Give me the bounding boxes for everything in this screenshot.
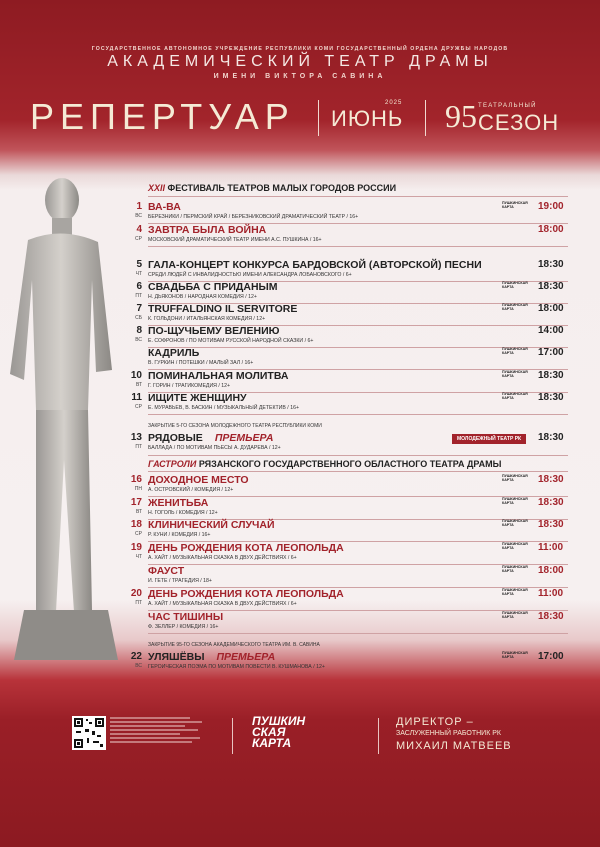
event-date: 7 — [136, 303, 142, 314]
pushkin-card-mark: ПУШКИНСКАЯ КАРТА — [502, 347, 528, 355]
season-small: ТЕАТРАЛЬНЫЙ — [478, 103, 537, 109]
event-title: ЗАВТРА БЫЛА ВОЙНА — [148, 224, 267, 236]
event-date: 20 — [130, 588, 142, 599]
event-sub: БЕРЕЗНИКИ / ПЕРМСКИЙ КРАЙ / БЕРЕЗНИКОВСКИЙ ДРАМАТИЧЕСКИЙ ТЕАТР / 16+ — [148, 214, 359, 220]
event-sub: В. ГУРКИН / ПОТЕШКИ / МАЛЫЙ ЗАЛ / 16+ — [148, 360, 254, 366]
event-date: 11 — [131, 392, 142, 403]
event-sub: Г. ГОРИН / ТРАГИКОМЕДИЯ / 12+ — [148, 383, 231, 389]
pk-line2: СКАЯ — [252, 725, 286, 739]
divider — [148, 414, 568, 415]
tour-heading — [148, 459, 501, 469]
event-time: 18:00 — [538, 303, 564, 314]
youth-weekday: ПТ — [135, 444, 142, 450]
closing-time: 17:00 — [538, 651, 564, 662]
tour-prefix: ГАСТРОЛИ — [148, 459, 197, 469]
event-sub: А. ОСТРОВСКИЙ / КОМЕДИЯ / 12+ — [148, 487, 234, 493]
premiere-label: ПРЕМЬЕРА — [214, 432, 274, 444]
closing-title-text: УЛЯШЁВЫ — [148, 651, 205, 663]
youth-date: 13 — [130, 432, 142, 443]
closing-sub: ГЕРОИЧЕСКАЯ ПОЭМА ПО МОТИВАМ ПОВЕСТИ В. КУШМАНОВА / 12+ — [148, 664, 325, 670]
pushkin-card-mark: ПУШКИНСКАЯ КАРТА — [502, 281, 528, 289]
tour-title: РЯЗАНСКОГО ГОСУДАРСТВЕННОГО ОБЛАСТНОГО ТЕАТРА ДРАМЫ — [198, 459, 502, 469]
pushkin-card-mark: ПУШКИНСКАЯ КАРТА — [502, 542, 528, 550]
closing-date: 22 — [130, 651, 142, 662]
pushkin-card-mark: ПУШКИНСКАЯ КАРТА — [502, 392, 528, 400]
event-title: ГАЛА-КОНЦЕРТ КОНКУРСА БАРДОВСКОЙ (АВТОРСКОЙ) ПЕСНИ — [148, 259, 482, 271]
closing-note: ЗАКРЫТИЕ 95-ГО СЕЗОНА АКАДЕМИЧЕСКОГО ТЕАТРА ИМ. В. САВИНА — [148, 642, 320, 648]
pushkin-card-mark: ПУШКИНСКАЯ КАРТА — [502, 497, 528, 505]
festival-heading — [148, 183, 396, 193]
event-title: ИЩИТЕ ЖЕНЩИНУ — [148, 392, 247, 404]
youth-title — [148, 432, 273, 444]
event-time: 18:30 — [538, 611, 564, 622]
header-divider — [318, 100, 319, 136]
event-weekday: СР — [135, 236, 142, 242]
named-after: ИМЕНИ ВИКТОРА САВИНА — [213, 73, 387, 80]
pushkin-card-mark: ПУШКИНСКАЯ КАРТА — [502, 611, 528, 619]
youth-sub: БАЛЛАДА / ПО МОТИВАМ ПЬЕСЫ А. ДУДАРЕВА / 12+ — [148, 445, 281, 451]
event-date: 8 — [136, 325, 142, 336]
event-title: ЧАС ТИШИНЫ — [148, 611, 224, 623]
divider — [148, 196, 568, 197]
event-date: 4 — [136, 224, 142, 235]
event-sub: А. ХАЙТ / МУЗЫКАЛЬНАЯ СКАЗКА В ДВУХ ДЕЙСТВИЯХ / 6+ — [148, 555, 297, 561]
event-weekday: ПТ — [135, 600, 142, 606]
header-top-line: ГОСУДАРСТВЕННОЕ АВТОНОМНОЕ УЧРЕЖДЕНИЕ РЕСПУБЛИКИ КОМИ ГОСУДАРСТВЕННЫЙ ОРДЕНА ДРУЖБЫ НАРОДОВ — [91, 46, 509, 52]
theatre-name: АКАДЕМИЧЕСКИЙ ТЕАТР ДРАМЫ — [107, 53, 493, 70]
season-number: 95 — [445, 98, 477, 134]
event-sub: Р. КУНИ / КОМЕДИЯ / 16+ — [148, 532, 211, 538]
closing-title — [148, 651, 275, 663]
event-sub: СРЕДИ ЛЮДЕЙ С ИНВАЛИДНОСТЬЮ ИМЕНИ АЛЕКСАНДРА ЛОБАНОВСКОГО / 6+ — [148, 272, 352, 278]
event-time: 18:30 — [538, 519, 564, 530]
youth-badge: МОЛОДЕЖНЫЙ ТЕАТР РК — [452, 434, 526, 444]
event-weekday: ЧТ — [135, 554, 142, 560]
event-weekday: ЧТ — [135, 271, 142, 277]
event-title: КЛИНИЧЕСКИЙ СЛУЧАЙ — [148, 519, 275, 531]
event-title: ДОХОДНОЕ МЕСТО — [148, 474, 249, 486]
event-date: 10 — [130, 370, 142, 381]
event-title: ЖЕНИТЬБА — [148, 497, 209, 509]
event-time: 18:00 — [538, 224, 564, 235]
director-sub: ЗАСЛУЖЕННЫЙ РАБОТНИК РК — [396, 730, 501, 737]
event-title: TRUFFALDINO IL SERVITORE — [148, 303, 298, 315]
pk-line1: ПУШКИН — [252, 714, 306, 728]
youth-note: ЗАКРЫТИЕ 5-ГО СЕЗОНА МОЛОДЕЖНОГО ТЕАТРА РЕСПУБЛИКИ КОМИ — [148, 423, 322, 429]
event-time: 18:30 — [538, 474, 564, 485]
footer-divider — [378, 718, 379, 754]
festival-prefix: XXII — [148, 183, 166, 193]
event-time: 18:30 — [538, 281, 564, 292]
pushkin-card-logo — [252, 716, 305, 749]
event-title: КАДРИЛЬ — [148, 347, 200, 359]
youth-title-text: РЯДОВЫЕ — [148, 432, 203, 444]
pushkin-card-mark: ПУШКИНСКАЯ КАРТА — [502, 474, 528, 482]
event-sub: Е. СОФРОНОВ / ПО МОТИВАМ РУССКОЙ НАРОДНОЙ СКАЗКИ / 6+ — [148, 338, 314, 344]
pushkin-card-mark: ПУШКИНСКАЯ КАРТА — [502, 588, 528, 596]
contact-info — [110, 716, 220, 745]
event-weekday: ВТ — [135, 509, 142, 515]
event-weekday: ВТ — [135, 382, 142, 388]
director-title: ДИРЕКТОР – — [396, 716, 474, 728]
event-time: 19:00 — [538, 201, 564, 212]
pushkin-card-mark: ПУШКИНСКАЯ КАРТА — [502, 201, 528, 209]
event-time: 17:00 — [538, 347, 564, 358]
divider — [148, 455, 568, 456]
event-date: 1 — [136, 201, 142, 212]
event-title: ДЕНЬ РОЖДЕНИЯ КОТА ЛЕОПОЛЬДА — [148, 542, 344, 554]
event-date: 16 — [130, 474, 142, 485]
event-title: ФАУСТ — [148, 565, 185, 577]
event-time: 11:00 — [538, 542, 564, 553]
season-word: СЕЗОН — [478, 110, 560, 135]
event-time: 14:00 — [538, 325, 564, 336]
footer-divider — [232, 718, 233, 754]
event-sub: Н. ГОГОЛЬ / КОМЕДИЯ / 12+ — [148, 510, 218, 516]
month: ИЮНЬ — [331, 106, 404, 131]
closing-weekday: ВС — [135, 663, 142, 669]
event-sub: Е. МУРАВЬЕВ, В. БАСКИН / МУЗЫКАЛЬНЫЙ ДЕТЕКТИВ / 16+ — [148, 405, 299, 411]
event-date: 5 — [136, 259, 142, 270]
event-weekday: ВС — [135, 337, 142, 343]
event-weekday: ВС — [135, 213, 142, 219]
pushkin-card-mark: ПУШКИНСКАЯ КАРТА — [502, 370, 528, 378]
event-date: 17 — [130, 497, 142, 508]
header-divider — [425, 100, 426, 136]
event-date: 18 — [130, 519, 142, 530]
event-sub: МОСКОВСКИЙ ДРАМАТИЧЕСКИЙ ТЕАТР ИМЕНИ А.С. ПУШКИНА / 16+ — [148, 237, 322, 243]
event-sub: А. ХАЙТ / МУЗЫКАЛЬНАЯ СКАЗКА В ДВУХ ДЕЙСТВИЯХ / 6+ — [148, 601, 297, 607]
pk-line3: КАРТА — [252, 736, 292, 750]
youth-time: 18:30 — [538, 432, 564, 443]
event-weekday: ПН — [134, 486, 142, 492]
event-title: ДЕНЬ РОЖДЕНИЯ КОТА ЛЕОПОЛЬДА — [148, 588, 344, 600]
pushkin-card-mark: ПУШКИНСКАЯ КАРТА — [502, 651, 528, 659]
event-time: 18:30 — [538, 497, 564, 508]
event-sub: К. ГОЛЬДОНИ / ИТАЛЬЯНСКАЯ КОМЕДИЯ / 12+ — [148, 316, 266, 322]
event-date: 19 — [130, 542, 142, 553]
event-time: 18:00 — [538, 565, 564, 576]
pushkin-card-mark: ПУШКИНСКАЯ КАРТА — [502, 519, 528, 527]
year: 2025 — [385, 100, 403, 106]
event-title: СВАДЬБА С ПРИДАНЫМ — [148, 281, 278, 293]
qr-code[interactable] — [72, 716, 106, 750]
event-weekday: СБ — [135, 315, 142, 321]
event-time: 18:30 — [538, 370, 564, 381]
event-sub: Ф. ЗЕЛЛЕР / КОМЕДИЯ / 16+ — [148, 624, 219, 630]
event-title: ПОМИНАЛЬНАЯ МОЛИТВА — [148, 370, 289, 382]
event-title: ПО-ЩУЧЬЕМУ ВЕЛЕНИЮ — [148, 325, 280, 337]
divider — [148, 471, 568, 472]
event-time: 18:30 — [538, 392, 564, 403]
event-time: 18:30 — [538, 259, 564, 270]
event-title: ВА-ВА — [148, 201, 181, 213]
divider — [148, 633, 568, 634]
pushkin-card-mark: ПУШКИНСКАЯ КАРТА — [502, 565, 528, 573]
event-weekday: ПТ — [135, 293, 142, 299]
pushkin-card-mark: ПУШКИНСКАЯ КАРТА — [502, 303, 528, 311]
event-weekday: СР — [135, 531, 142, 537]
event-time: 11:00 — [538, 588, 564, 599]
director-name: МИХАИЛ МАТВЕЕВ — [396, 740, 512, 752]
event-date: 6 — [136, 281, 142, 292]
event-sub: И. ГЕТЕ / ТРАГЕДИЯ / 18+ — [148, 578, 212, 584]
repertoire-title: РЕПЕРТУАР — [30, 96, 295, 137]
event-weekday: СР — [135, 404, 142, 410]
festival-title: ФЕСТИВАЛЬ ТЕАТРОВ МАЛЫХ ГОРОДОВ РОССИИ — [167, 183, 397, 193]
premiere-label: ПРЕМЬЕРА — [216, 651, 276, 663]
event-sub: Н. ДЬЯКОНОВ / НАРОДНАЯ КОМЕДИЯ / 12+ — [148, 294, 257, 300]
divider — [148, 246, 568, 247]
